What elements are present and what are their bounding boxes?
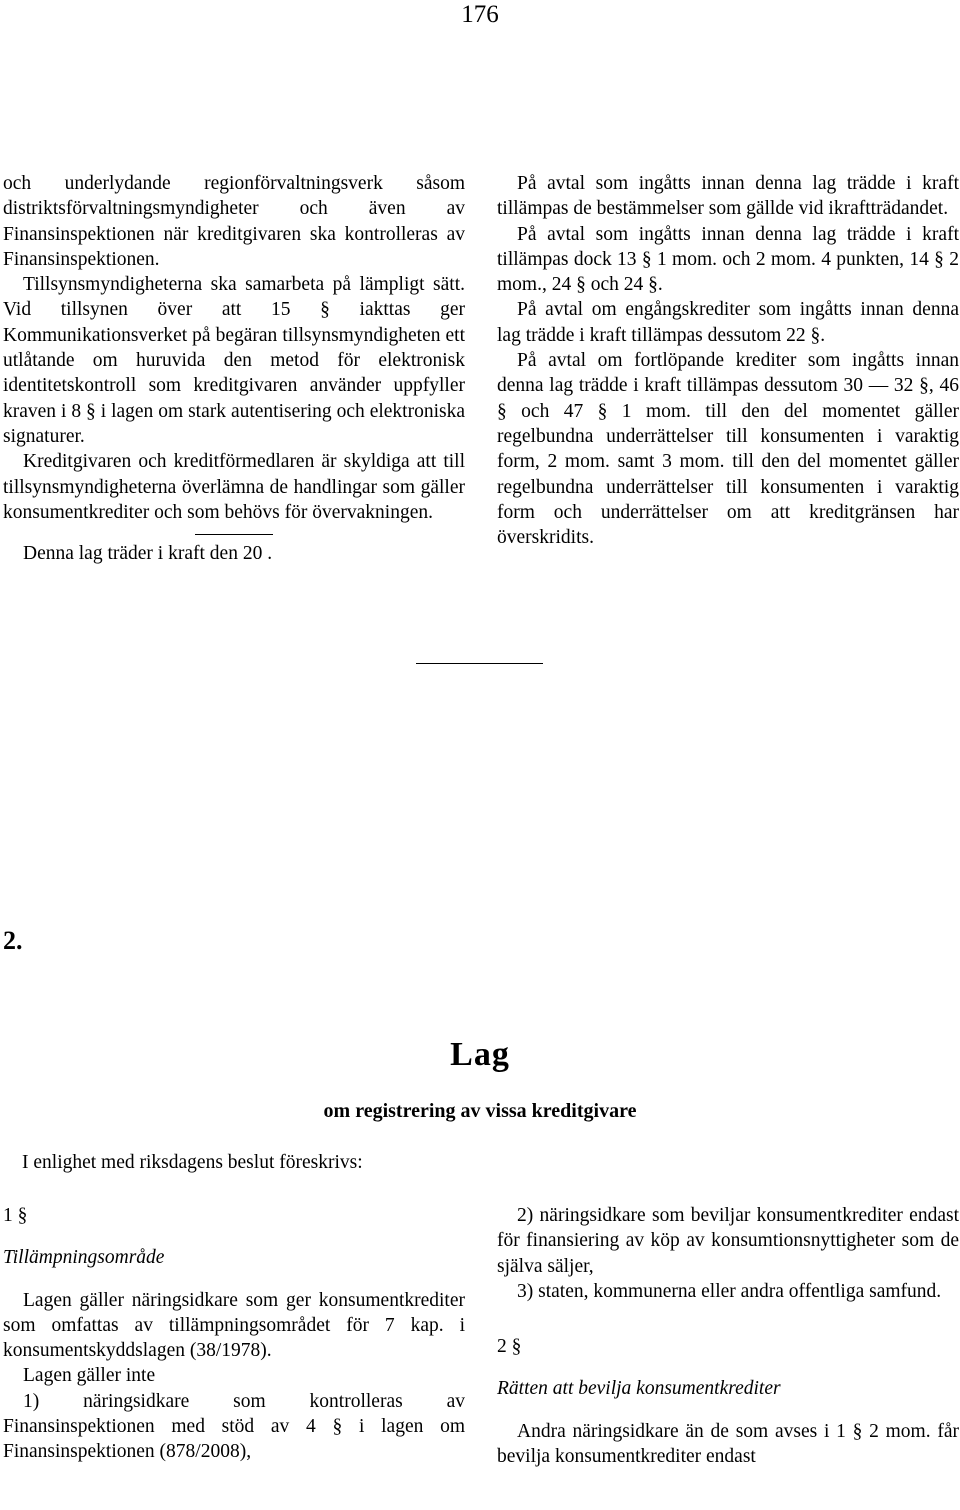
paragraph: Lagen gäller inte (23, 1365, 156, 1387)
divider (195, 534, 273, 535)
paragraph: På avtal om fortlöpande krediter som ingåtts innan denna lag trädde i kraft tillämpas dessutom 30 — 32 §, 46 § och 47 § 1 mom. till den del momentet gäller regelbundna underrättelser till konsumenten i varaktig form, 2 mom. samt 3 mom. till den del momentet gäller regelbundna underrättelser till konsumenten i varaktig form och underrättelser om att kreditgränsen har överskridits. (497, 350, 959, 549)
section-title: Tillämpningsområde (3, 1247, 165, 1269)
paragraph: 3) staten, kommunerna eller andra offentliga samfund. (517, 1280, 942, 1302)
paragraph: På avtal om engångskrediter som ingåtts innan denna lag trädde i kraft tillämpas dessutom 22 §. (497, 299, 959, 346)
entry-into-force: Denna lag träder i kraft den 20 . (23, 543, 273, 565)
paragraph: På avtal som ingåtts innan denna lag trädde i kraft tillämpas de bestämmelser som gällde vid ikraftträdandet. (497, 173, 959, 220)
paragraph: Tillsynsmyndigheterna ska samarbeta på lämpligt sätt. Vid tillsynen över att 15 § iakttas ger Kommunikationsverket på begäran tillsynsmyndigheten ett utlåtande om huruvida den metod för elektronisk identitetskontroll som kreditgivaren använder uppfyller kraven i 8 § i lagen om stark autentisering och elektroniska signaturer. (3, 274, 465, 447)
section-title: Rätten att bevilja konsumentkrediter (497, 1378, 781, 1400)
top-right-column (497, 171, 959, 550)
bottom-left-column (3, 1203, 465, 1465)
heading-number: 2. (3, 926, 23, 955)
section-number: 1 § (3, 1205, 28, 1226)
paragraph: Andra näringsidkare än de som avses i 1 § 2 mom. får bevilja konsumentkrediter endast (497, 1420, 959, 1468)
paragraph: Lagen gäller näringsidkare som ger konsumentkrediter som omfattas av tillämpningsområdet för 7 kap. i konsumentskyddslagen (38/1978). (3, 1289, 465, 1362)
paragraph: 1) näringsidkare som kontrolleras av Finansinspektionen med stöd av 4 § i lagen om Finansinspektionen (878/2008), (3, 1390, 465, 1463)
paragraph: Kreditgivaren och kreditförmedlaren är skyldiga att till tillsynsmyndigheterna överlämna de handlingar som gäller konsumentkrediter och som behövs för övervakningen. (3, 451, 465, 523)
bottom-right-column (497, 1203, 959, 1469)
section-divider (416, 663, 543, 664)
law-title: Lag (450, 1036, 510, 1073)
law-subtitle: om registrering av vissa kreditgivare (323, 1100, 637, 1122)
paragraph: På avtal som ingåtts innan denna lag trädde i kraft tillämpas dock 13 § 1 mom. och 2 mom. 4 punkten, 14 § 2 mom., 24 § och 24 §. (497, 223, 959, 296)
page-number: 176 (461, 1, 499, 28)
enactment-clause: I enlighet med riksdagens beslut föreskrivs: (22, 1152, 363, 1173)
section-number: 2 § (497, 1336, 522, 1358)
paragraph: och underlydande regionförvaltningsverk såsom distriktsförvaltningsmyndigheter och även av Finansinspektionen när kreditgivaren ska kontrolleras av Finansinspektionen. (3, 173, 465, 270)
top-left-column (3, 171, 465, 566)
paragraph: 2) näringsidkare som beviljar konsumentkrediter endast för finansiering av köp av konsumtionsnyttigheter som de själva säljer, (497, 1205, 959, 1277)
